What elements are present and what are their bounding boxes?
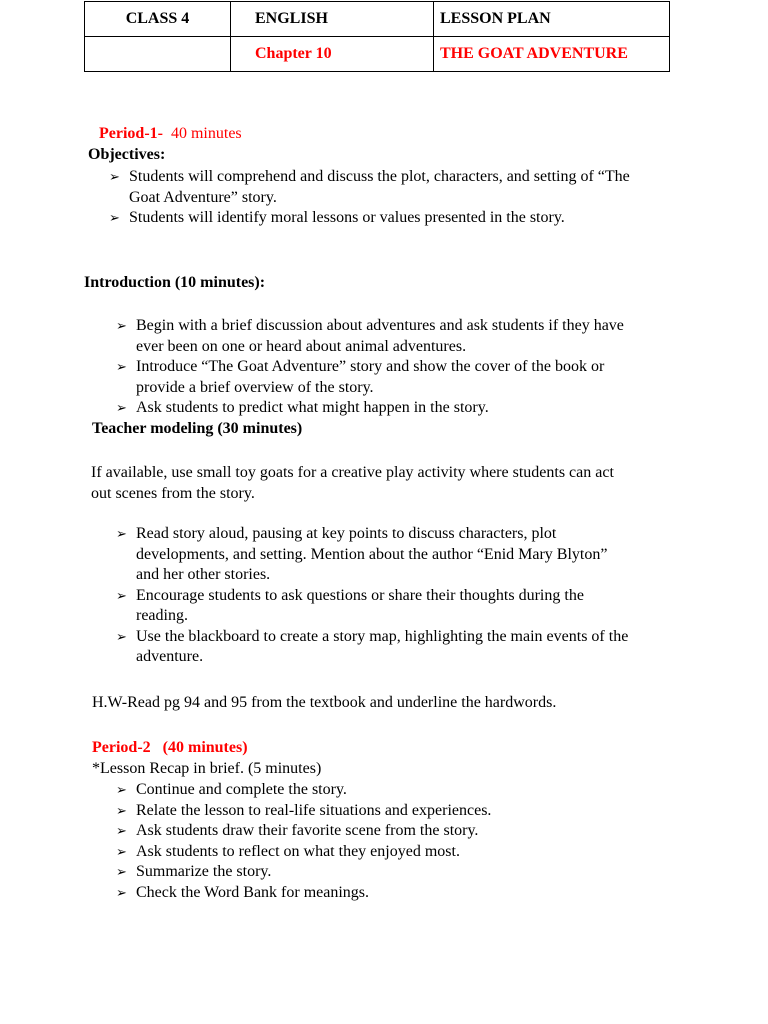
- chapter-title-cell: THE GOAT ADVENTURE: [434, 37, 670, 72]
- arrow-bullet-icon: ➢: [116, 823, 127, 838]
- period1-label: Period-1-: [99, 125, 163, 142]
- list-item-line: Use the blackboard to create a story map, highlighting the main events of the: [136, 627, 629, 645]
- header-row-2: [85, 37, 670, 72]
- arrow-bullet-icon: ➢: [116, 359, 127, 374]
- paragraph-line: If available, use small toy goats for a creative play activity where students can act: [91, 464, 614, 481]
- modeling-list: [116, 524, 629, 668]
- list-item-line: Students will comprehend and discuss the plot, characters, and setting of “The: [129, 168, 630, 185]
- arrow-bullet-icon: ➢: [116, 587, 127, 603]
- introduction-list: [116, 316, 624, 419]
- list-item: [116, 780, 491, 801]
- arrow-bullet-icon: ➢: [109, 210, 120, 225]
- list-item-line: Ask students to predict what might happen in the story.: [136, 399, 489, 416]
- arrow-bullet-icon: ➢: [116, 526, 127, 541]
- list-item-line: Encourage students to ask questions or share their thoughts during the: [136, 586, 584, 604]
- period2-list: [116, 780, 492, 903]
- list-item-line: and her other stories.: [136, 566, 271, 583]
- list-item-line: Begin with a brief discussion about adventures and ask students if they have: [136, 317, 624, 334]
- list-item-line: Summarize the story.: [136, 863, 272, 880]
- list-item-line: Ask students to reflect on what they enjoyed most.: [136, 842, 460, 860]
- arrow-bullet-icon: ➢: [116, 864, 127, 879]
- list-item-line: Relate the lesson to real-life situations and experiences.: [136, 801, 492, 819]
- list-item-line: Ask students draw their favorite scene from the story.: [136, 822, 479, 839]
- list-item: [116, 627, 629, 668]
- introduction-heading: Introduction (10 minutes):: [84, 274, 266, 291]
- paragraph-line: out scenes from the story.: [91, 485, 255, 502]
- list-item: [116, 801, 492, 822]
- objectives-list: [109, 167, 630, 229]
- modeling-paragraph: [91, 462, 614, 504]
- list-item-line: Students will identify moral lessons or values presented in the story.: [129, 209, 565, 226]
- list-item: [116, 524, 628, 586]
- homework-text: H.W-Read pg 94 and 95 from the textbook and underline the hardwords.: [92, 694, 557, 711]
- list-item-line: reading.: [136, 607, 188, 624]
- list-item: [116, 883, 491, 904]
- header-table: [84, 1, 670, 72]
- list-item-line: Continue and complete the story.: [136, 781, 347, 798]
- list-item: [116, 821, 491, 842]
- period1-duration: 40 minutes: [170, 125, 242, 142]
- list-item: [116, 316, 624, 357]
- teacher-modeling-heading: Teacher modeling (30 minutes): [92, 420, 303, 437]
- arrow-bullet-icon: ➢: [116, 782, 127, 797]
- arrow-bullet-icon: ➢: [109, 169, 120, 184]
- list-item: [116, 586, 628, 627]
- empty-cell: [85, 37, 231, 72]
- list-item-line: adventure.: [136, 648, 204, 665]
- arrow-bullet-icon: ➢: [116, 628, 127, 644]
- arrow-bullet-icon: ➢: [116, 318, 127, 333]
- header-row-1: [85, 2, 670, 37]
- list-item-line: Check the Word Bank for meanings.: [136, 883, 370, 901]
- arrow-bullet-icon: ➢: [116, 884, 127, 900]
- list-item: [116, 398, 624, 419]
- lesson-recap: *Lesson Recap in brief. (5 minutes): [92, 760, 322, 777]
- period1-heading: [99, 125, 242, 143]
- subject-cell: ENGLISH: [231, 2, 434, 37]
- doc-type-cell: LESSON PLAN: [434, 2, 670, 37]
- list-item-line: developments, and setting. Mention about the author “Enid Mary Blyton”: [136, 545, 608, 563]
- arrow-bullet-icon: ➢: [116, 843, 127, 859]
- period2-duration: (40 minutes): [162, 739, 248, 756]
- chapter-cell: Chapter 10: [231, 37, 434, 72]
- list-item: [109, 167, 630, 208]
- list-item-line: provide a brief overview of the story.: [136, 378, 374, 396]
- period2-heading: [92, 739, 248, 757]
- list-item: [116, 842, 491, 863]
- arrow-bullet-icon: ➢: [116, 400, 127, 415]
- list-item: [116, 357, 624, 398]
- class-cell: CLASS 4: [85, 2, 231, 37]
- period2-label: Period-2: [92, 739, 151, 756]
- list-item-line: Read story aloud, pausing at key points to discuss characters, plot: [136, 525, 557, 542]
- list-item: [109, 208, 630, 229]
- arrow-bullet-icon: ➢: [116, 802, 127, 818]
- list-item-line: Introduce “The Goat Adventure” story and show the cover of the book or: [136, 358, 605, 375]
- objectives-heading: Objectives:: [88, 146, 166, 163]
- list-item-line: Goat Adventure” story.: [129, 188, 277, 206]
- list-item-line: ever been on one or heard about animal adventures.: [136, 337, 467, 355]
- list-item: [116, 862, 491, 883]
